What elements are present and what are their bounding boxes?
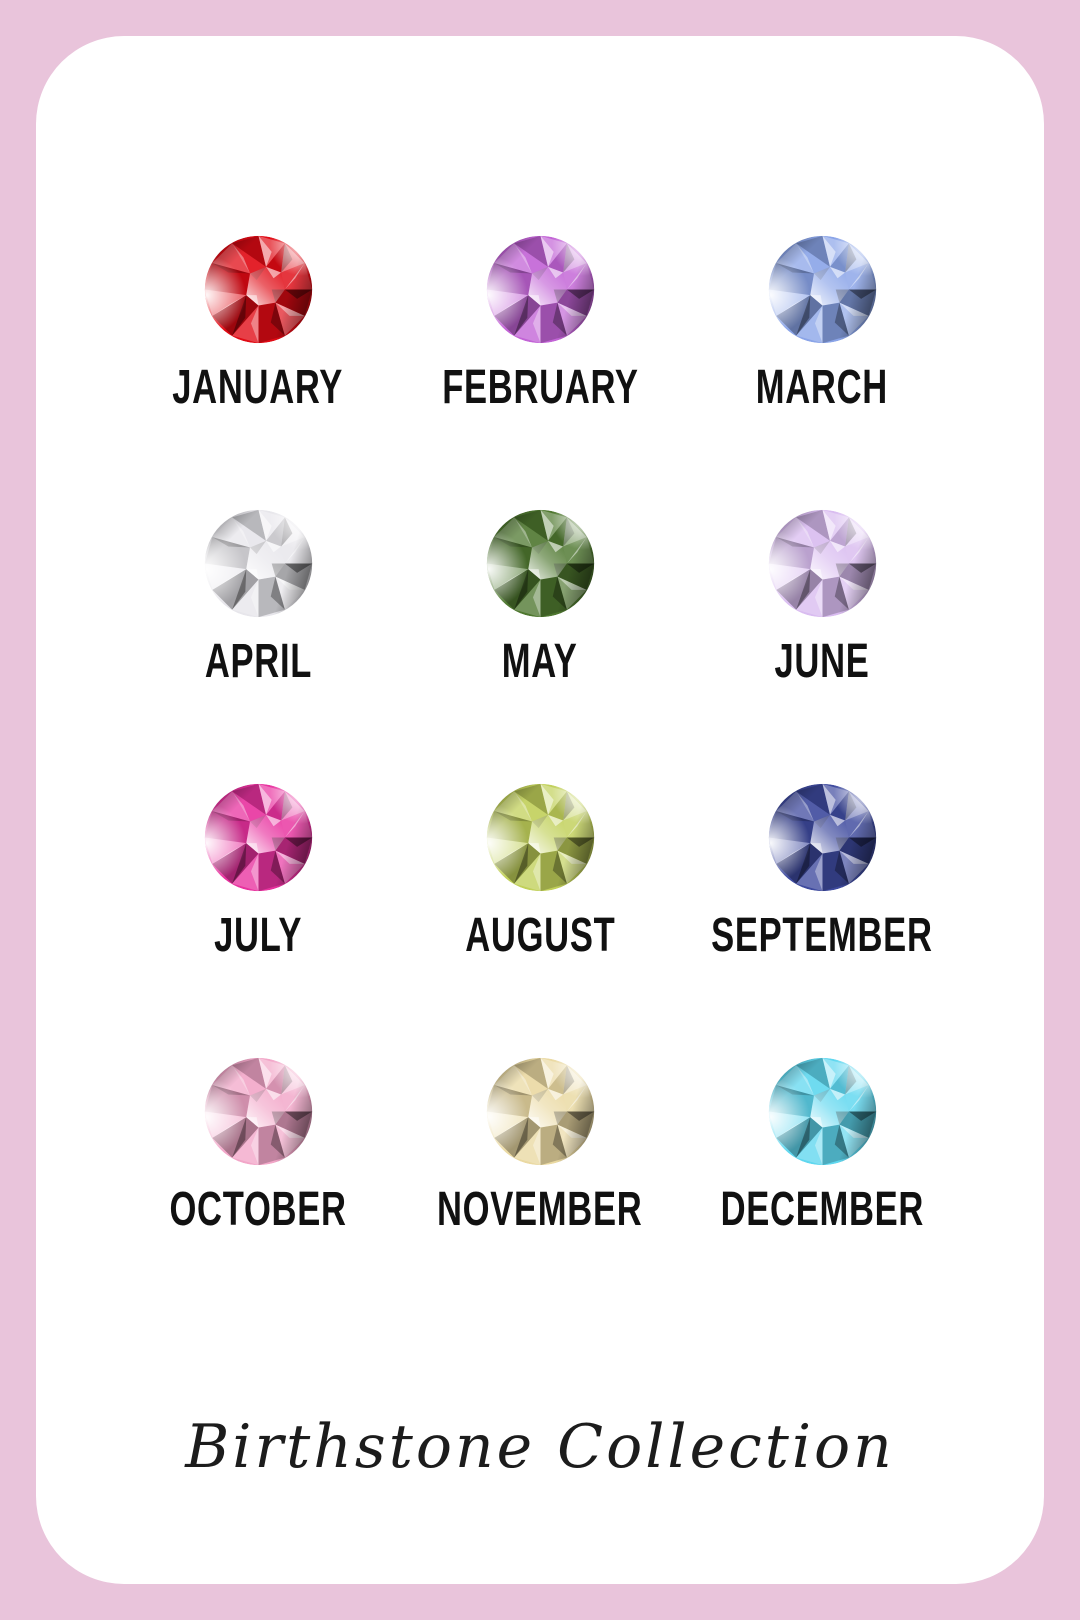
gem-icon-december <box>766 1055 879 1168</box>
month-label: AUGUST <box>464 909 616 962</box>
gem-icon-august <box>484 781 597 894</box>
month-cell-march <box>681 233 963 412</box>
month-label: NOVEMBER <box>437 1183 643 1236</box>
gem-icon-february <box>484 233 597 346</box>
month-cell-august <box>399 781 681 960</box>
month-label: JULY <box>213 909 303 962</box>
collection-title: Birthstone Collection <box>185 1412 895 1482</box>
gem-icon-may <box>484 507 597 620</box>
gem-icon-june <box>766 507 879 620</box>
month-label: MAY <box>502 635 578 688</box>
month-label: JUNE <box>774 635 870 688</box>
month-cell-may <box>399 507 681 686</box>
gem-icon-july <box>202 781 315 894</box>
gem-icon-october <box>202 1055 315 1168</box>
month-cell-april <box>117 507 399 686</box>
month-label: JANUARY <box>172 361 344 414</box>
month-cell-february <box>399 233 681 412</box>
birthstone-grid <box>36 36 1044 1234</box>
month-cell-october <box>117 1055 399 1234</box>
month-cell-january <box>117 233 399 412</box>
month-cell-november <box>399 1055 681 1234</box>
gem-icon-september <box>766 781 879 894</box>
month-label: FEBRUARY <box>441 361 639 414</box>
month-label: DECEMBER <box>720 1183 924 1236</box>
month-cell-december <box>681 1055 963 1234</box>
month-cell-june <box>681 507 963 686</box>
poster-card <box>36 36 1044 1584</box>
gem-icon-january <box>202 233 315 346</box>
month-cell-july <box>117 781 399 960</box>
gem-icon-november <box>484 1055 597 1168</box>
month-label: MARCH <box>755 361 889 414</box>
gem-icon-march <box>766 233 879 346</box>
month-label: SEPTEMBER <box>711 909 933 962</box>
gem-icon-april <box>202 507 315 620</box>
month-cell-september <box>681 781 963 960</box>
month-label: OCTOBER <box>169 1183 347 1236</box>
month-label: APRIL <box>204 635 312 688</box>
